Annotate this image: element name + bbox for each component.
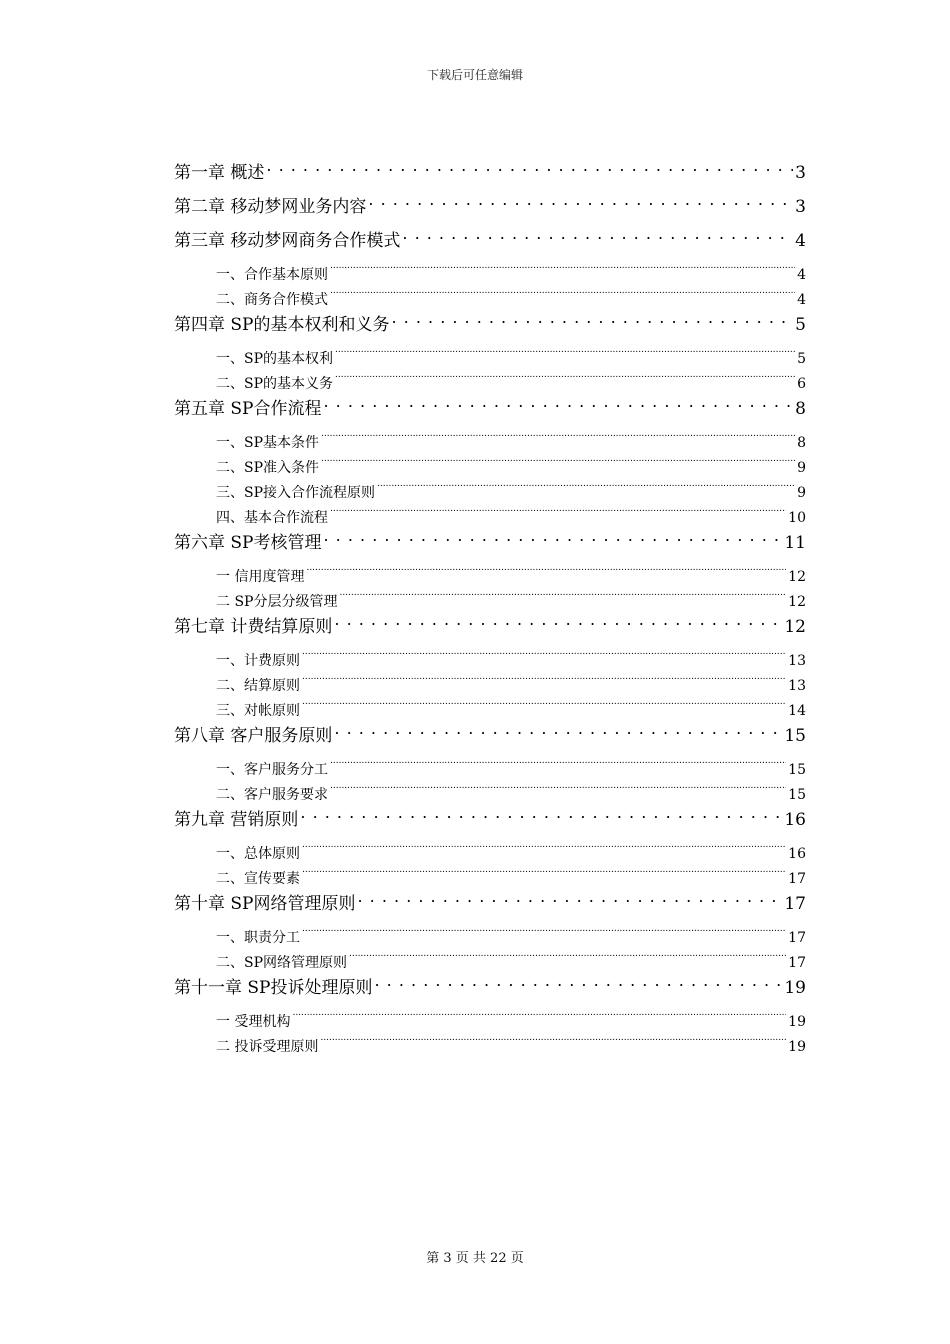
toc-section-entry[interactable] — [174, 951, 806, 976]
toc-section-entry[interactable] — [174, 758, 806, 783]
toc-page-number: 19 — [788, 1014, 806, 1030]
toc-dot-leader — [330, 785, 786, 799]
toc-chapter-entry[interactable] — [174, 724, 806, 749]
toc-section-entry[interactable] — [174, 842, 806, 867]
toc-entry-label: 二、SP网络管理原则 — [216, 955, 348, 971]
page-footer: 第 3 页 共 22 页 — [426, 1251, 524, 1266]
toc-page-number: 10 — [788, 510, 806, 526]
toc-page-number: 17 — [784, 894, 806, 914]
toc-chapter-entry[interactable] — [174, 195, 806, 220]
toc-dot-leader — [334, 615, 782, 632]
toc-page-number: 16 — [784, 810, 806, 830]
toc-section-entry[interactable] — [174, 263, 806, 288]
toc-dot-leader — [324, 397, 794, 414]
toc-dot-leader — [302, 651, 786, 665]
toc-page-number: 3 — [795, 163, 806, 183]
toc-dot-leader — [335, 349, 795, 363]
toc-page-number: 4 — [797, 267, 806, 283]
toc-entry-label: 第七章 计费结算原则 — [174, 617, 333, 637]
toc-page-number: 8 — [795, 399, 806, 419]
toc-dot-leader — [358, 892, 783, 909]
toc-entry-label: 二 SP分层分级管理 — [216, 594, 338, 610]
toc-dot-leader — [330, 290, 795, 304]
toc-entry-label: 第二章 移动梦网业务内容 — [174, 197, 367, 217]
toc-section-entry[interactable] — [174, 481, 806, 506]
toc-page-number: 11 — [784, 533, 806, 553]
toc-entry-label: 二、宣传要素 — [216, 871, 300, 887]
toc-section-entry[interactable] — [174, 431, 806, 456]
toc-dot-leader — [320, 1037, 786, 1051]
toc-page-number: 5 — [795, 315, 806, 335]
toc-page-number: 13 — [788, 678, 806, 694]
toc-page-number: 15 — [784, 726, 806, 746]
toc-entry-label: 三、对帐原则 — [216, 703, 300, 719]
toc-page-number: 19 — [788, 1039, 806, 1055]
toc-dot-leader — [302, 869, 786, 883]
toc-dot-leader — [302, 844, 786, 858]
toc-page-number: 12 — [784, 617, 806, 637]
toc-page-number: 9 — [797, 485, 806, 501]
toc-entry-label: 三、SP接入合作流程原则 — [216, 485, 376, 501]
toc-page-number: 17 — [788, 930, 806, 946]
toc-section-entry[interactable] — [174, 649, 806, 674]
toc-dot-leader — [339, 592, 786, 606]
toc-section-entry[interactable] — [174, 867, 806, 892]
toc-dot-leader — [335, 374, 795, 388]
toc-entry-label: 一、职责分工 — [216, 930, 300, 946]
toc-page-number: 6 — [797, 376, 806, 392]
toc-page-number: 17 — [788, 955, 806, 971]
toc-chapter-entry[interactable] — [174, 229, 806, 254]
toc-page-number: 19 — [784, 978, 806, 998]
toc-entry-label: 二、SP的基本义务 — [216, 376, 334, 392]
toc-section-entry[interactable] — [174, 1035, 806, 1060]
toc-section-entry[interactable] — [174, 1010, 806, 1035]
toc-chapter-entry[interactable] — [174, 892, 806, 917]
toc-page-number: 17 — [788, 871, 806, 887]
toc-dot-leader — [330, 760, 786, 774]
toc-page-number: 4 — [795, 231, 806, 251]
toc-entry-label: 二、商务合作模式 — [216, 292, 328, 308]
toc-entry-label: 第九章 营销原则 — [174, 810, 299, 830]
toc-entry-label: 一 信用度管理 — [216, 569, 305, 585]
toc-entry-label: 第三章 移动梦网商务合作模式 — [174, 231, 401, 251]
toc-section-entry[interactable] — [174, 372, 806, 397]
toc-dot-leader — [300, 808, 782, 825]
toc-page-number: 9 — [797, 460, 806, 476]
toc-section-entry[interactable] — [174, 347, 806, 372]
toc-entry-label: 第五章 SP合作流程 — [174, 399, 322, 419]
toc-entry-label: 二、客户服务要求 — [216, 787, 328, 803]
toc-chapter-entry[interactable] — [174, 531, 806, 556]
toc-entry-label: 第十章 SP网络管理原则 — [174, 894, 356, 914]
toc-dot-leader — [349, 953, 786, 967]
toc-dot-leader — [330, 508, 786, 522]
toc-chapter-entry[interactable] — [174, 976, 806, 1001]
toc-dot-leader — [330, 265, 795, 279]
toc-entry-label: 一、客户服务分工 — [216, 762, 328, 778]
toc-section-entry[interactable] — [174, 783, 806, 808]
toc-section-entry[interactable] — [174, 506, 806, 531]
toc-entry-label: 一 受理机构 — [216, 1014, 291, 1030]
toc-entry-label: 一、总体原则 — [216, 846, 300, 862]
toc-entry-label: 一、合作基本原则 — [216, 267, 328, 283]
toc-entry-label: 二、SP准入条件 — [216, 460, 320, 476]
toc-dot-leader — [292, 1012, 786, 1026]
toc-entry-label: 二 投诉受理原则 — [216, 1039, 319, 1055]
toc-page-number: 14 — [788, 703, 806, 719]
toc-page-number: 5 — [797, 351, 806, 367]
toc-entry-label: 第四章 SP的基本权利和义务 — [174, 315, 390, 335]
toc-dot-leader — [266, 161, 793, 178]
toc-dot-leader — [302, 676, 786, 690]
toc-chapter-entry[interactable] — [174, 313, 806, 338]
toc-page-number: 12 — [788, 594, 806, 610]
toc-entry-label: 一、SP基本条件 — [216, 435, 320, 451]
toc-dot-leader — [321, 458, 795, 472]
page-header: 下载后可任意编辑 — [426, 68, 523, 82]
toc-page-number: 13 — [788, 653, 806, 669]
toc-page-number: 15 — [788, 762, 806, 778]
toc-page-number: 4 — [797, 292, 806, 308]
toc-page-number: 15 — [788, 787, 806, 803]
toc-dot-leader — [321, 433, 795, 447]
toc-dot-leader — [334, 724, 782, 741]
toc-dot-leader — [368, 195, 793, 212]
toc-page-number: 16 — [788, 846, 806, 862]
toc-section-entry[interactable] — [174, 288, 806, 313]
toc-chapter-entry[interactable] — [174, 397, 806, 422]
toc-section-entry[interactable] — [174, 926, 806, 951]
toc-section-entry[interactable] — [174, 456, 806, 481]
toc-entry-label: 二、结算原则 — [216, 678, 300, 694]
toc-entry-label: 第六章 SP考核管理 — [174, 533, 322, 553]
toc-entry-label: 第八章 客户服务原则 — [174, 726, 333, 746]
toc-chapter-entry[interactable] — [174, 615, 806, 640]
toc-dot-leader — [402, 229, 793, 246]
toc-entry-label: 一、计费原则 — [216, 653, 300, 669]
toc-entry-label: 第十一章 SP投诉处理原则 — [174, 978, 373, 998]
toc-dot-leader — [302, 928, 786, 942]
toc-dot-leader — [324, 531, 783, 548]
toc-page-number: 12 — [788, 569, 806, 585]
toc-dot-leader — [375, 976, 783, 993]
toc-entry-label: 第一章 概述 — [174, 163, 265, 183]
toc-dot-leader — [392, 313, 794, 330]
toc-chapter-entry[interactable] — [174, 161, 806, 186]
toc-section-entry[interactable] — [174, 699, 806, 724]
toc-section-entry[interactable] — [174, 590, 806, 615]
toc-entry-label: 一、SP的基本权利 — [216, 351, 334, 367]
toc-page-number: 3 — [795, 197, 806, 217]
toc-dot-leader — [302, 701, 786, 715]
toc-dot-leader — [377, 483, 795, 497]
toc-section-entry[interactable] — [174, 565, 806, 590]
table-of-contents — [174, 161, 806, 1060]
toc-page-number: 8 — [797, 435, 806, 451]
toc-chapter-entry[interactable] — [174, 808, 806, 833]
toc-entry-label: 四、基本合作流程 — [216, 510, 328, 526]
toc-section-entry[interactable] — [174, 674, 806, 699]
toc-dot-leader — [306, 567, 786, 581]
